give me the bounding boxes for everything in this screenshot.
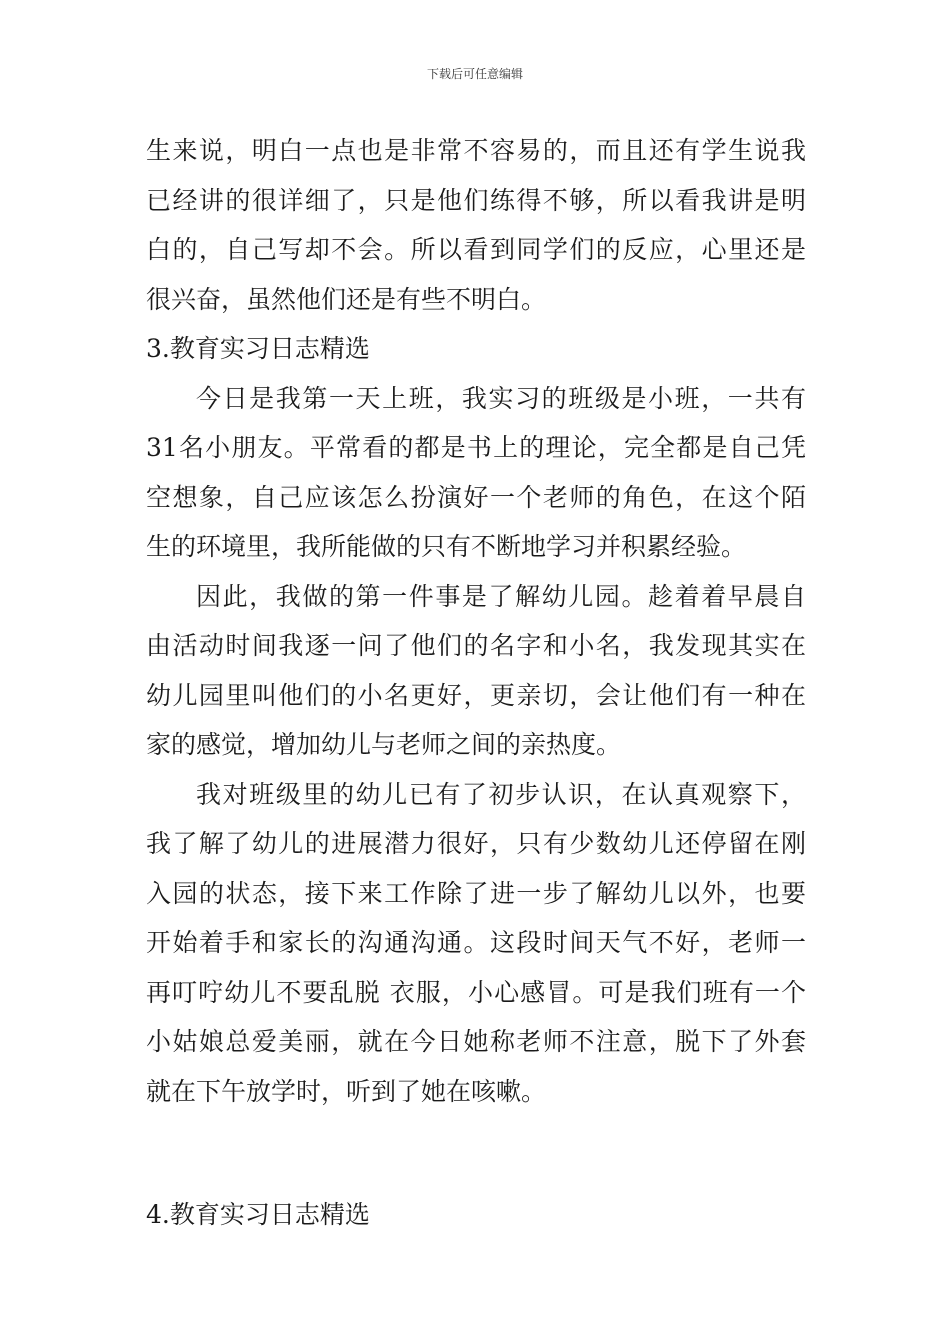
text-line: 开始着手和家长的沟通沟通。这段时间天气不好，老师一 bbox=[146, 928, 806, 957]
text-line: 入园的状态，接下来工作除了进一步了解幼儿以外，也要 bbox=[146, 878, 806, 908]
text-line: 很兴奋，虽然他们还是有些不明白。 bbox=[146, 284, 547, 314]
text-line: 就在下午放学时，听到了她在咳嗽。 bbox=[146, 1076, 547, 1106]
section-heading-3: 3.教育实习日志精选 bbox=[146, 334, 370, 363]
text-line: 31名小朋友。平常看的都是书上的理论，完全都是自己凭 bbox=[146, 433, 806, 462]
text-line: 再叮咛幼儿不要乱脱 衣服，小心感冒。可是我们班有一个 bbox=[146, 977, 806, 1007]
text-line: 幼儿园里叫他们的小名更好，更亲切，会让他们有一种在 bbox=[146, 680, 806, 710]
paragraph-observation bbox=[146, 770, 806, 1117]
text-line: 白的，自己写却不会。所以看到同学们的反应，心里还是 bbox=[146, 235, 806, 264]
document-body bbox=[146, 126, 806, 1240]
text-line: 我对班级里的幼儿已有了初步认识，在认真观察下， bbox=[196, 779, 806, 809]
paragraph-continued bbox=[146, 126, 806, 324]
text-line: 小姑娘总爱美丽，就在今日她称老师不注意，脱下了外套 bbox=[146, 1027, 806, 1056]
text-line: 空想象，自己应该怎么扮演好一个老师的角色，在这个陌 bbox=[146, 482, 806, 512]
spacer bbox=[146, 1116, 806, 1190]
section-heading-4: 4.教育实习日志精选 bbox=[146, 1200, 370, 1229]
text-line: 我了解了幼儿的进展潜力很好，只有少数幼儿还停留在刚 bbox=[146, 829, 806, 858]
text-line: 生来说，明白一点也是非常不容易的，而且还有学生说我 bbox=[146, 136, 806, 165]
text-line: 由活动时间我逐一问了他们的名字和小名，我发现其实在 bbox=[146, 631, 806, 660]
paragraph-kindergarten bbox=[146, 572, 806, 770]
text-line: 生的环境里，我所能做的只有不断地学习并积累经验。 bbox=[146, 532, 747, 561]
text-line: 已经讲的很详细了，只是他们练得不够，所以看我讲是明 bbox=[146, 185, 806, 215]
text-line: 因此，我做的第一件事是了解幼儿园。趁着着早晨自 bbox=[196, 581, 806, 611]
paragraph-first-day bbox=[146, 374, 806, 572]
text-line: 今日是我第一天上班，我实习的班级是小班，一共有 bbox=[196, 383, 806, 413]
text-line: 家的感觉，增加幼儿与老师之间的亲热度。 bbox=[146, 730, 622, 759]
page-header: 下载后可任意编辑 bbox=[426, 67, 523, 81]
